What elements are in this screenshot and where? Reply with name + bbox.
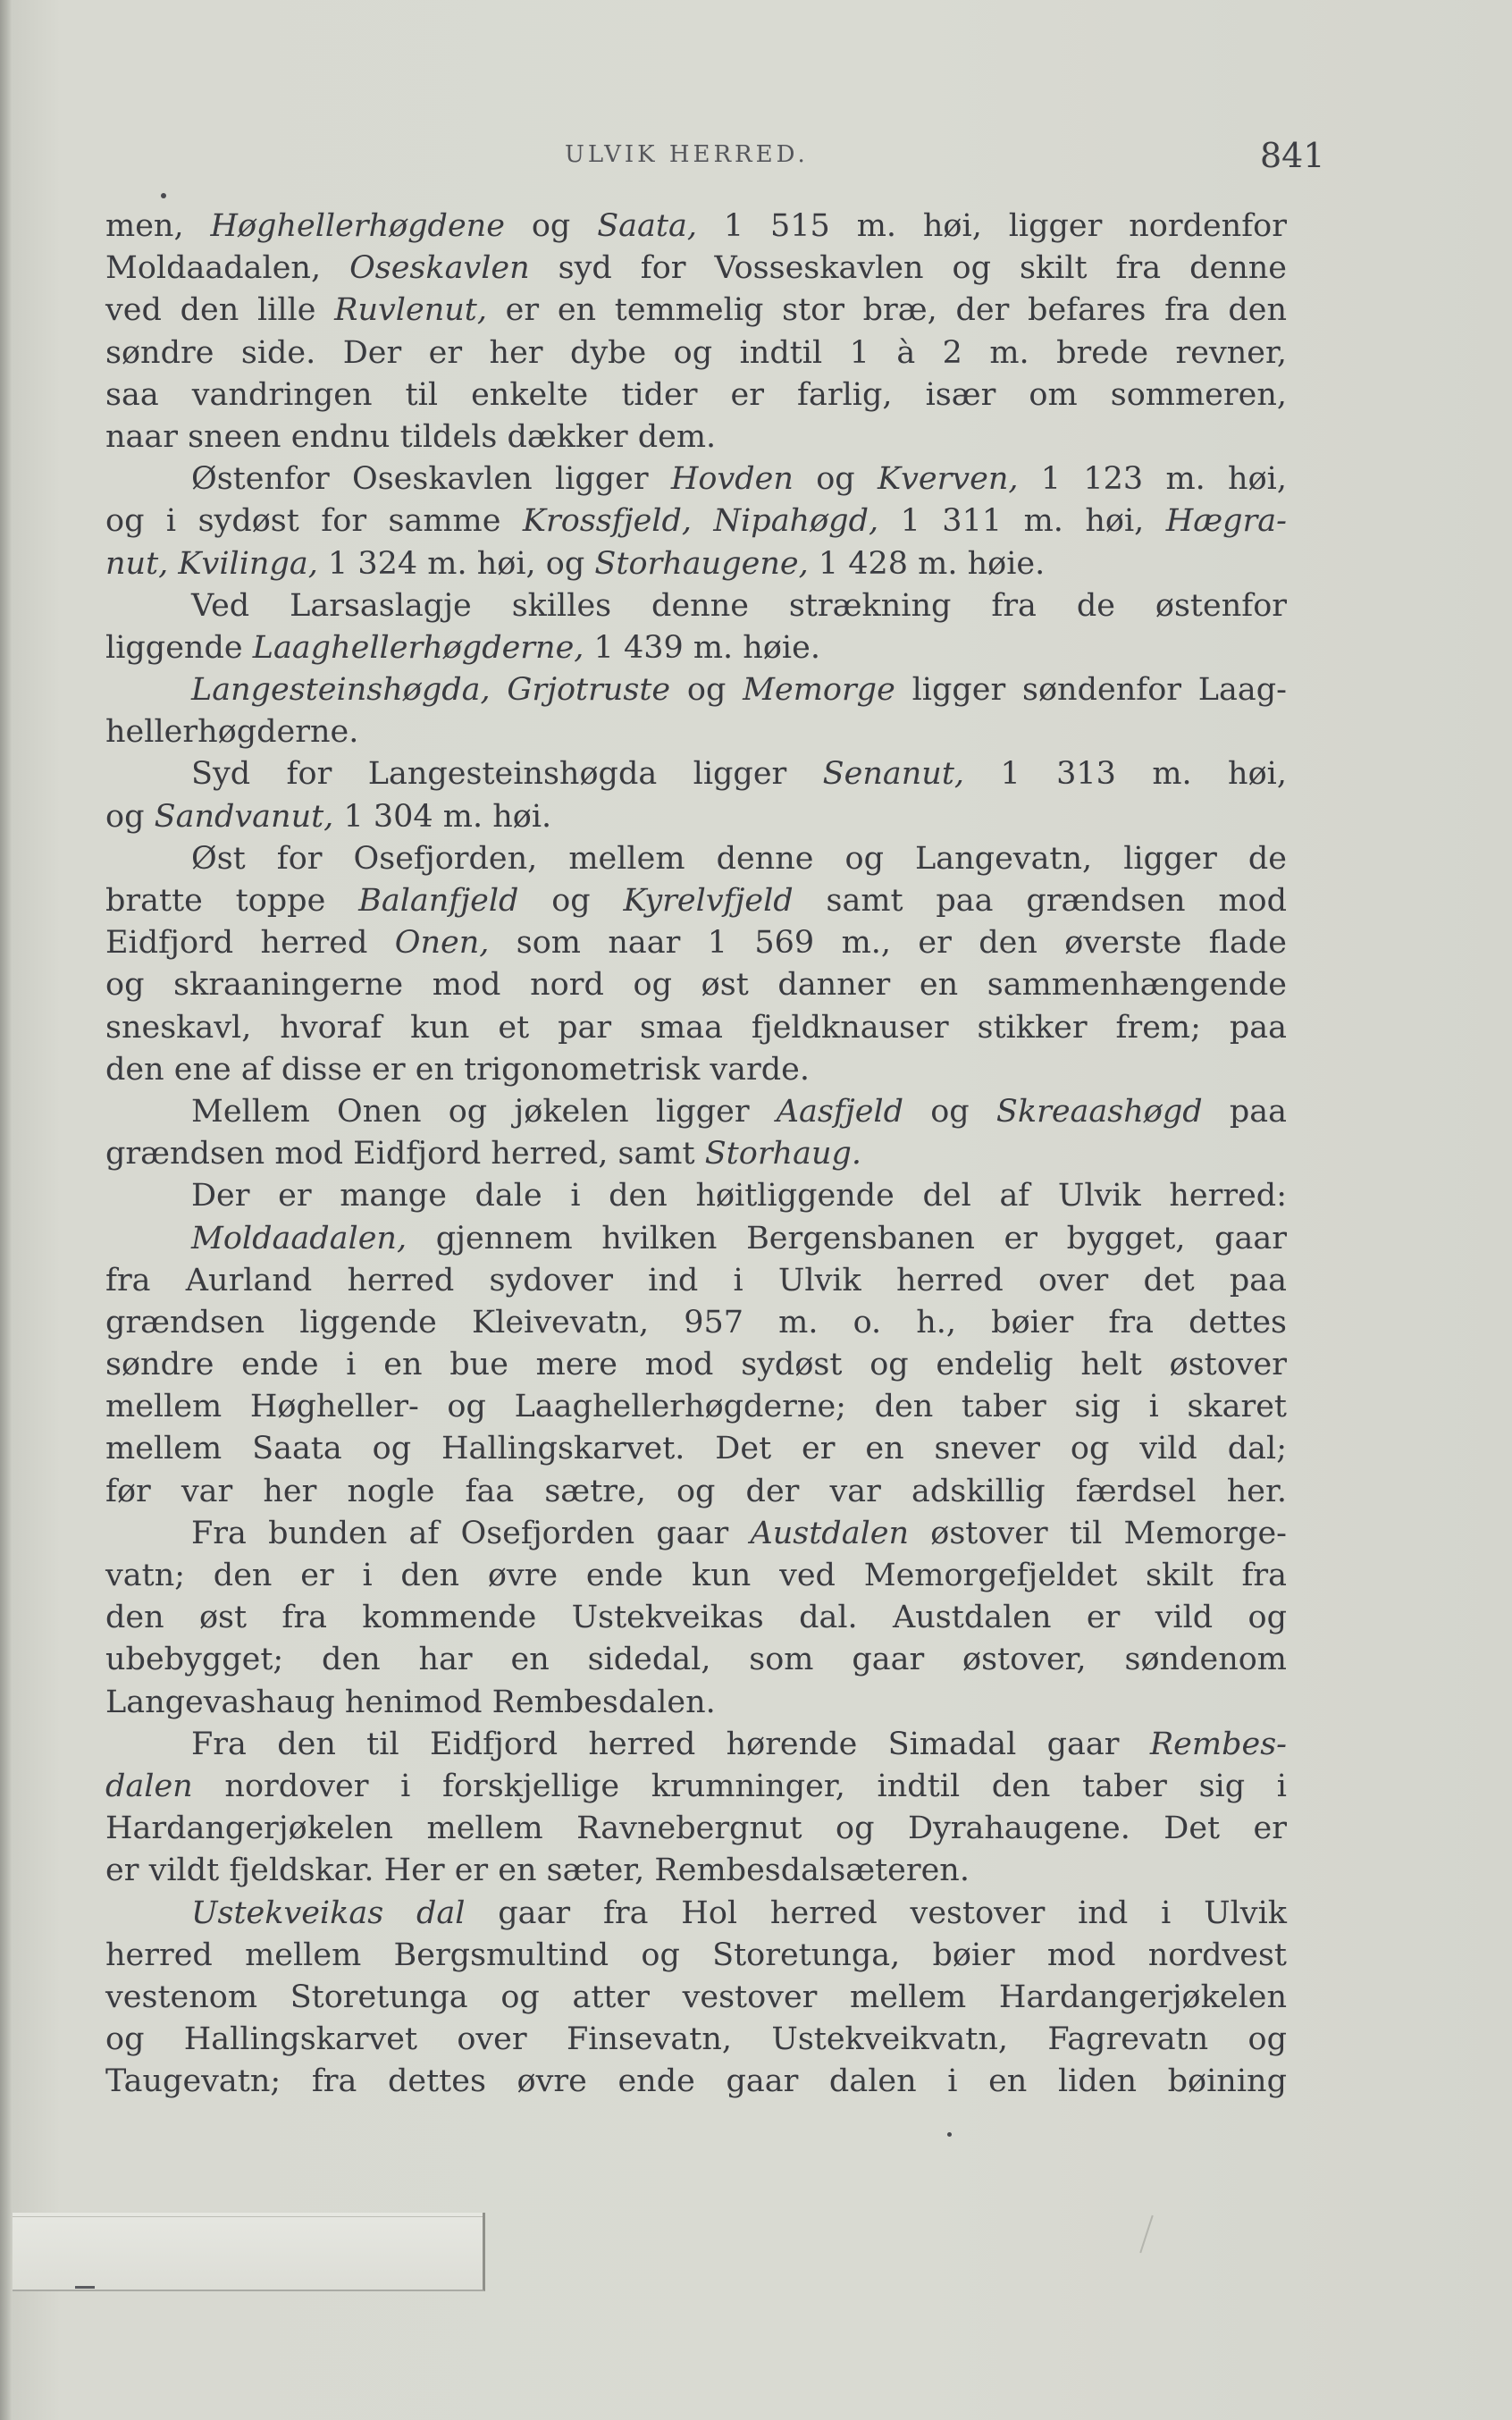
- text-run: Østenfor Oseskavlen ligger: [191, 461, 671, 498]
- text-line: [105, 1597, 1287, 1639]
- text-run: Hardangerjøkelen mellem Ravnebergnut og Dyrahaugene. Det er: [105, 1811, 1287, 1847]
- text-run: liggende: [105, 629, 253, 666]
- italic-place-name: nut, Kvilinga,: [105, 545, 318, 582]
- text-line: [105, 1428, 1287, 1470]
- text-run: syd for Vosseskavlen og skilt fra denne: [529, 250, 1287, 287]
- text-run: gaar fra Hol herred vestover ind i Ulvik: [465, 1895, 1287, 1931]
- text-run: fra Aurland herred sydover ind i Ulvik herred over det paa: [105, 1262, 1287, 1298]
- text-run: saa vandringen til enkelte tider er farlig, især om sommeren,: [105, 376, 1287, 413]
- text-line: [105, 1935, 1287, 1977]
- text-run: gjennem hvilken Bergensbanen er bygget, gaar: [407, 1220, 1287, 1256]
- text-line: [105, 585, 1287, 627]
- italic-place-name: Memorge: [743, 672, 895, 709]
- italic-place-name: Aasfjeld: [776, 1093, 904, 1130]
- text-run: Syd for Langesteinshøgda ligger: [191, 756, 823, 793]
- text-run: og: [518, 883, 624, 919]
- text-line: [105, 1893, 1287, 1935]
- text-run: men,: [105, 208, 211, 244]
- text-line: [105, 669, 1287, 711]
- text-run: 1 313 m. høi,: [964, 756, 1287, 793]
- text-line: [105, 1471, 1287, 1513]
- text-run: Langevashaug henimod Rembesdalen.: [105, 1684, 716, 1720]
- text-run: hellerhøgderne.: [105, 714, 359, 751]
- text-run: samt paa grændsen mod: [793, 883, 1287, 919]
- text-run: 1 439 m. høie.: [584, 629, 820, 666]
- italic-place-name: Laaghellerhøgderne,: [252, 629, 584, 666]
- text-run: 1 324 m. høi, og: [317, 545, 595, 582]
- text-run: og Hallingskarvet over Finsevatn, Ustekveikvatn, Fagrevatn og: [105, 2021, 1287, 2058]
- text-line: [105, 1977, 1287, 2019]
- text-line: [105, 627, 1287, 669]
- text-line: [105, 374, 1287, 416]
- italic-place-name: Storhaug.: [704, 1136, 862, 1172]
- text-line: [105, 1260, 1287, 1302]
- text-run: 1 304 m. høi.: [333, 798, 552, 835]
- text-run: vatn; den er i den øvre ende kun ved Memorgefjeldet skilt fra: [105, 1558, 1287, 1593]
- text-line: [105, 332, 1287, 374]
- italic-place-name: Krossfjeld, Nipahøgd,: [522, 503, 879, 540]
- text-run: og skraaningerne mod nord og øst danner en sammenhængende: [105, 967, 1287, 1004]
- italic-place-name: Kverven,: [877, 461, 1019, 498]
- text-run: naar sneen endnu tildels dækker dem.: [105, 418, 717, 455]
- text-line: [105, 2019, 1287, 2061]
- italic-place-name: Ustekveikas dal: [191, 1895, 466, 1931]
- text-line: [105, 1639, 1287, 1681]
- text-run: grændsen liggende Kleivevatn, 957 m. o. h., bøier fra dettes: [105, 1304, 1287, 1340]
- italic-place-name: Storhaugene,: [594, 545, 809, 582]
- text-line: [105, 2061, 1287, 2103]
- text-run: Ved Larsaslagje skilles denne strækning fra de østenfor: [191, 587, 1287, 624]
- text-run: er vildt fjeldskar. Her er en sæter, Rembesdalsæteren.: [105, 1853, 970, 1889]
- text-line: [105, 1850, 1287, 1892]
- italic-place-name: Kyrelvfjeld: [623, 883, 794, 919]
- text-line: [105, 1218, 1287, 1260]
- scan-footer-rule: [13, 2216, 483, 2217]
- text-line: [105, 1513, 1287, 1555]
- text-run: ved den lille: [105, 292, 335, 329]
- scan-footer-mark: [75, 2286, 95, 2289]
- italic-place-name: Sandvanut,: [154, 798, 334, 835]
- text-line: [105, 711, 1287, 753]
- text-run: Øst for Osefjorden, mellem denne og Langevatn, ligger de: [191, 840, 1287, 877]
- text-run: og: [504, 208, 598, 244]
- text-run: og i sydøst for samme: [105, 503, 523, 540]
- text-run: Mellem Onen og jøkelen ligger: [191, 1093, 777, 1130]
- text-run: og: [105, 798, 155, 835]
- text-line: [105, 1007, 1287, 1049]
- text-line: [105, 753, 1287, 795]
- text-line: [105, 1133, 1287, 1175]
- text-line: [105, 1724, 1287, 1766]
- text-line: [105, 1766, 1287, 1808]
- text-line: [105, 964, 1287, 1006]
- text-line: [105, 1344, 1287, 1386]
- text-run: som naar 1 569 m., er den øverste flade: [489, 925, 1287, 962]
- text-run: Fra bunden af Osefjorden gaar: [191, 1515, 751, 1551]
- text-line: [105, 922, 1287, 964]
- text-run: paa: [1202, 1093, 1287, 1130]
- text-run: den øst fra kommende Ustekveikas dal. Austdalen er vild og: [105, 1600, 1287, 1636]
- text-line: [105, 796, 1287, 838]
- text-run: Taugevatn; fra dettes øvre ende gaar dalen i en liden bøining: [105, 2063, 1287, 2100]
- text-line: [105, 500, 1287, 542]
- text-line: [105, 880, 1287, 922]
- page-binding-edge: [0, 0, 13, 2420]
- text-run: Der er mange dale i den høitliggende del af Ulvik herred:: [191, 1178, 1287, 1214]
- text-run: er en temmelig stor bræ, der befares fra den: [486, 292, 1287, 329]
- italic-place-name: Onen,: [394, 925, 490, 962]
- text-run: bratte toppe: [105, 883, 359, 919]
- text-line: [105, 248, 1287, 290]
- text-line: [105, 1302, 1287, 1344]
- italic-place-name: Langesteinshøgda, Grjotruste: [191, 672, 671, 709]
- text-run: vestenom Storetunga og atter vestover mellem Hardangerjøkelen: [105, 1979, 1287, 2015]
- italic-place-name: Hovden: [670, 461, 794, 498]
- italic-place-name: Oseskavlen: [349, 250, 530, 287]
- text-line: [105, 1555, 1287, 1597]
- text-line: [105, 1091, 1287, 1133]
- text-run: søndre ende i en bue mere mod sydøst og endelig helt østover: [105, 1347, 1287, 1383]
- text-run: sneskavl, hvoraf kun et par smaa fjeldknauser stikker frem; paa: [105, 1009, 1287, 1046]
- text-line: [105, 543, 1287, 585]
- scan-scratch: [1139, 2215, 1153, 2253]
- italic-place-name: Saata,: [597, 208, 697, 244]
- ink-speck: [947, 2132, 952, 2137]
- running-title: ULVIK HERRED.: [565, 141, 809, 168]
- text-line: [105, 1175, 1287, 1217]
- italic-place-name: Hægra-: [1165, 503, 1287, 540]
- text-run: Moldaadalen,: [105, 250, 350, 287]
- text-line: [105, 1808, 1287, 1850]
- italic-place-name: Høghellerhøgdene: [210, 208, 505, 244]
- scan-footer-panel: [13, 2213, 485, 2291]
- text-run: herred mellem Bergsmultind og Storetunga, bøier mod nordvest: [105, 1937, 1287, 1973]
- text-run: og: [903, 1093, 996, 1130]
- italic-place-name: Ruvlenut,: [334, 292, 487, 329]
- text-run: ubebygget; den har en sidedal, som gaar østover, søndenom: [105, 1642, 1287, 1678]
- ink-speck: [161, 193, 166, 198]
- italic-place-name: Rembes-: [1149, 1726, 1287, 1762]
- text-run: mellem Høgheller- og Laaghellerhøgderne; den taber sig i skaret: [105, 1389, 1287, 1425]
- text-run: søndre side. Der er her dybe og indtil 1 à 2 m. brede revner,: [105, 334, 1287, 371]
- text-run: og: [793, 461, 878, 498]
- text-run: 1 311 m. høi,: [878, 503, 1166, 540]
- text-run: og: [670, 672, 743, 709]
- page-number: 841: [1260, 136, 1325, 175]
- italic-place-name: Skreaashøgd: [995, 1093, 1203, 1130]
- text-run: grændsen mod Eidfjord herred, samt: [105, 1136, 705, 1172]
- text-run: ligger søndenfor Laag-: [895, 672, 1287, 709]
- italic-place-name: Senanut,: [822, 756, 965, 793]
- text-run: mellem Saata og Hallingskarvet. Det er en snever og vild dal;: [105, 1431, 1287, 1467]
- text-line: [105, 1049, 1287, 1091]
- text-run: 1 123 m. høi,: [1018, 461, 1287, 498]
- text-line: [105, 206, 1287, 248]
- italic-place-name: dalen: [105, 1768, 193, 1804]
- text-line: [105, 458, 1287, 500]
- text-run: 1 428 m. høie.: [808, 545, 1046, 582]
- italic-place-name: Balanfjeld: [358, 883, 519, 919]
- text-line: [105, 1682, 1287, 1724]
- text-run: 1 515 m. høi, ligger nordenfor: [696, 208, 1287, 244]
- text-run: den ene af disse er en trigonometrisk varde.: [105, 1051, 811, 1088]
- body-text: [105, 206, 1287, 2103]
- text-line: [105, 290, 1287, 332]
- italic-place-name: Austdalen: [750, 1515, 910, 1551]
- text-line: [105, 416, 1287, 458]
- text-run: østover til Memorge-: [909, 1515, 1288, 1551]
- text-run: Fra den til Eidfjord herred hørende Simadal gaar: [191, 1726, 1150, 1762]
- text-line: [105, 838, 1287, 880]
- text-run: Eidfjord herred: [105, 925, 395, 962]
- text-run: før var her nogle faa sætre, og der var adskillig færdsel her.: [105, 1473, 1287, 1509]
- text-run: nordover i forskjellige krumninger, indtil den taber sig i: [192, 1768, 1287, 1804]
- italic-place-name: Moldaadalen,: [191, 1220, 407, 1256]
- text-line: [105, 1386, 1287, 1428]
